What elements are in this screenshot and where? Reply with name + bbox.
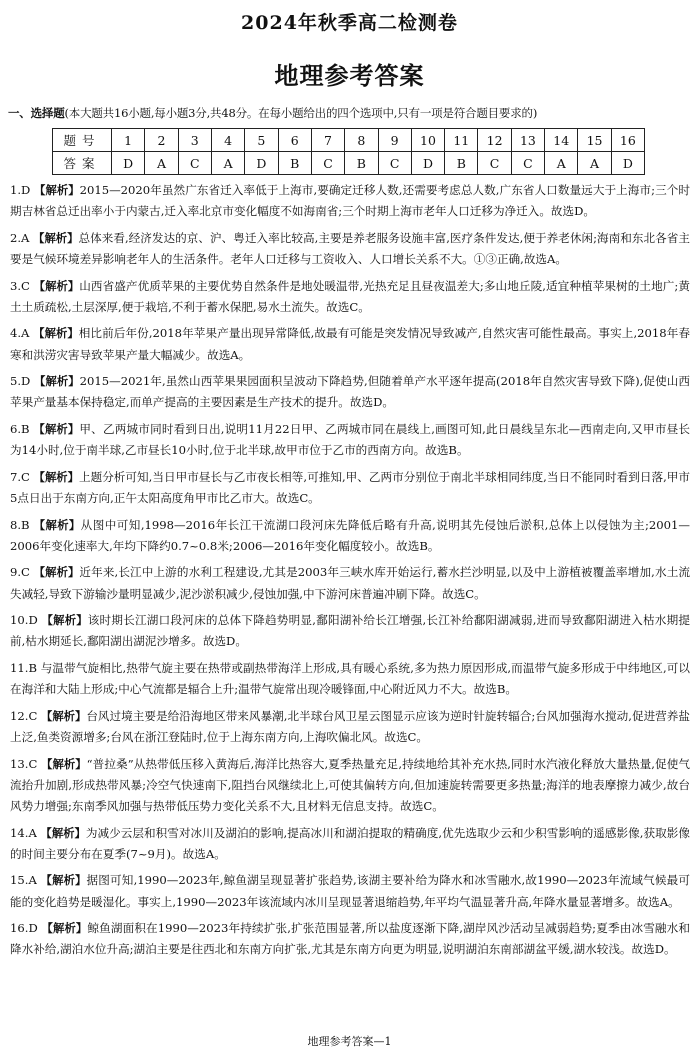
- item-text: 山西省盛产优质苹果的主要优势自然条件是地处暖温带,光热充足且昼夜温差大;多山地丘陵,适宜种植苹果树的土地广;黄土土质疏松,土层深厚,便于栽培,不利于蓄水保肥,易水土流失。故选C。: [10, 278, 690, 314]
- item-label: 10.D: [10, 613, 38, 628]
- item-label: 16.D: [10, 921, 38, 936]
- analysis-tag: 【解析】: [33, 327, 79, 341]
- answer-cell: C: [478, 152, 511, 175]
- item-text: 与温带气旋相比,热带气旋主要在热带或副热带海洋上形成,具有暖心系统,多为热力原因形成,而温带气旋多形成于中纬地区,可以在海洋和大陆上形成;中心气流都是辐合上升;温带气旋常出现冷暖锋面,中心附近风力不大。故选B。: [10, 660, 691, 697]
- analysis-tag: 【解析】: [33, 422, 80, 436]
- question-number: 1: [112, 129, 145, 152]
- item-text: 从图中可知,1998—2016年长江干流湖口段河床先降低后略有升高,说明其先侵蚀后淤积,总体上以侵蚀为主;2001—2006年变化速率大,年均下降约0.7~0.8米;2006—2016年变化幅度较小。故选B。: [10, 517, 690, 553]
- analysis-tag: 【解析】: [41, 922, 88, 936]
- answer-cell: C: [511, 152, 544, 175]
- item-label: 9.C: [10, 565, 30, 580]
- item-text: 鲸鱼湖面积在1990—2023年持续扩张,扩张范围显著,所以盐度逐渐下降,湖岸风沙活动呈减弱趋势;夏季由冰雪融水和降水补给,湖泊水位升高;湖泊主要是往西北和东南方向扩张,尤其是东南方向更为明显,说明湖泊东南部湖盆平缓,湖水较浅。故选D。: [10, 921, 691, 957]
- answer-cell: A: [578, 152, 611, 175]
- answer-row: [53, 152, 645, 175]
- item-text: 2015—2020年虽然广东省迁入率低于上海市,要确定迁移人数,还需要考虑总人数,广东省人口数量远大于上海市;三个时期吉林省总迁出率小于内蒙古,迁入率北京市变化幅度不如海南省;三个时期上海市老年人口迁移为净迁入。故选D。: [10, 183, 690, 219]
- question-number: 2: [145, 129, 178, 152]
- explanation-item: [10, 610, 690, 652]
- section-heading: [8, 105, 692, 121]
- explanation-item: [10, 371, 690, 413]
- question-number: 8: [345, 129, 378, 152]
- explanation-list: [10, 180, 690, 966]
- question-number: 10: [411, 129, 444, 152]
- explanation-item: [10, 419, 690, 461]
- item-label: 4.A: [10, 326, 30, 341]
- item-text: 上题分析可知,当日甲市昼长与乙市夜长相等,可推知,甲、乙两市分别位于南北半球相同纬度,当日不能同时看到日落,甲市5点日出于东南方向,正午太阳高度角甲市比乙市大。故选C。: [10, 469, 690, 505]
- item-text: 相比前后年份,2018年苹果产量出现异常降低,故最有可能是突发情况导致减产,自然灾害可能性最高。事实上,2018年春寒和洪涝灾害导致苹果产量大幅减少。故选A。: [10, 326, 690, 362]
- explanation-item: [10, 276, 690, 318]
- item-label: 1.D: [10, 183, 31, 197]
- answer-cell: D: [611, 152, 644, 175]
- explanation-item: [10, 228, 690, 270]
- analysis-tag: 【解析】: [33, 518, 81, 532]
- item-text: 甲、乙两城市同时看到日出,说明11月22日甲、乙两城市同在晨线上,画图可知,此日晨线呈东北—西南走向,又甲市昼长为14小时,位于南半球,乙市昼长10小时,位于北半球,故甲市位于乙市的西南方向。故选B。: [10, 421, 690, 458]
- analysis-tag: 【解析】: [34, 184, 80, 197]
- analysis-tag: 【解析】: [40, 826, 86, 840]
- answer-cell: D: [411, 152, 444, 175]
- explanation-item: [10, 870, 690, 912]
- explanation-item: [10, 658, 690, 700]
- row-label-answer: 答案: [53, 152, 112, 175]
- item-label: 7.C: [10, 469, 30, 484]
- item-text: 总体来看,经济发达的京、沪、粤迁入率比较高,主要是养老服务设施丰富,医疗条件发达,便于养老休闲;海南和东北各省主要是气候环境差异影响老年人的生活条件。老年人口迁移与工资收入、人口增长关系不大。①③正确,故选A。: [10, 230, 690, 266]
- answer-cell: C: [311, 152, 344, 175]
- question-number: 7: [311, 129, 344, 152]
- question-number: 6: [278, 129, 311, 152]
- item-label: 2.A: [10, 230, 30, 245]
- question-number: 4: [211, 129, 244, 152]
- analysis-tag: 【解析】: [40, 874, 87, 888]
- question-number: 5: [245, 129, 278, 152]
- answer-cell: B: [345, 152, 378, 175]
- item-label: 3.C: [10, 278, 30, 293]
- item-text: 2015—2021年,虽然山西苹果果园面积呈波动下降趋势,但随着单产水平逐年提高(2018年自然灾害导致下降),促使山西苹果产量基本保持稳定,而单产提高的主要因素是生产技术的提升。故选D。: [10, 374, 691, 410]
- question-number: 9: [378, 129, 411, 152]
- question-number: 12: [478, 129, 511, 152]
- explanation-item: [10, 467, 690, 509]
- answer-cell: A: [211, 152, 244, 175]
- answer-table: [52, 128, 645, 175]
- analysis-tag: 【解析】: [33, 279, 80, 293]
- question-number: 15: [578, 129, 611, 152]
- item-text: “普拉桑”从热带低压移入黄海后,海洋比热容大,夏季热量充足,持续地给其补充水热,同时水汽液化释放大量热量,促使气流抬升加剧,形成热带风暴;冷空气快速南下,阻挡台风继续北上,可使其偏转方向,但加速旋转需要更多热量;海洋的地表摩擦力减少,故台风势力增强;东南季风加强与热带低压势力变化关系不大,且材料无信息支持。故选C。: [10, 756, 690, 813]
- item-text: 台风过境主要是给沿海地区带来风暴潮,北半球台风卫星云图显示应该为逆时针旋转辐合;台风加强海水搅动,促进营养盐上泛,鱼类资源增多;台风在浙江登陆时,位于上海东南方向,上海吹偏北风。故选C。: [10, 708, 691, 744]
- exam-title: 2024年秋季高二检测卷: [241, 12, 458, 34]
- analysis-tag: 【解析】: [34, 375, 80, 389]
- answer-cell: A: [545, 152, 578, 175]
- explanation-item: [10, 823, 690, 865]
- row-label-number: 题号: [53, 129, 112, 152]
- analysis-tag: 【解析】: [33, 470, 79, 484]
- item-label: 6.B: [10, 421, 30, 436]
- item-label: 12.C: [10, 708, 38, 723]
- explanation-item: [10, 754, 690, 818]
- question-number: 14: [545, 129, 578, 152]
- question-number: 16: [611, 129, 644, 152]
- analysis-tag: 【解析】: [41, 757, 87, 771]
- answer-cell: B: [445, 152, 478, 175]
- explanation-item: [10, 562, 690, 604]
- item-label: 8.B: [10, 517, 30, 532]
- question-number: 3: [178, 129, 211, 152]
- analysis-tag: 【解析】: [41, 614, 88, 628]
- explanation-item: [10, 180, 690, 222]
- document-subtitle: 地理参考答案: [274, 62, 425, 90]
- question-number-row: [53, 129, 645, 152]
- analysis-tag: 【解析】: [33, 566, 80, 580]
- answer-cell: D: [245, 152, 278, 175]
- answer-cell: C: [378, 152, 411, 175]
- explanation-item: [10, 918, 690, 960]
- item-label: 13.C: [10, 756, 38, 771]
- item-text: 该时期长江湖口段河床的总体下降趋势明显,鄱阳湖补给长江增强,长江补给鄱阳湖减弱,进而导致鄱阳湖进入枯水期提前,枯水期延长,鄱阳湖出湖泥沙增多。故选D。: [10, 613, 690, 649]
- item-label: 5.D: [10, 374, 31, 389]
- answer-cell: D: [112, 152, 145, 175]
- answer-cell: A: [145, 152, 178, 175]
- explanation-item: [10, 706, 690, 748]
- answer-cell: C: [178, 152, 211, 175]
- item-text: 为减少云层和积雪对冰川及湖泊的影响,提高冰川和湖泊提取的精确度,优先选取少云和少积雪影响的遥感影像,获取影像的时间主要分布在夏季(7~9月)。故选A。: [10, 825, 691, 861]
- answer-cell: B: [278, 152, 311, 175]
- item-text: 据图可知,1990—2023年,鲸鱼湖呈现显著扩张趋势,该湖主要补给为降水和冰雪融水,故1990—2023年流域气候最可能的变化趋势是暖湿化。事实上,1990—2023年该流域内冰川呈现显著退缩趋势,年平均气温显著升高,年降水量显著增多。故选A。: [10, 873, 690, 909]
- explanation-item: [10, 515, 690, 557]
- question-number: 11: [445, 129, 478, 152]
- page-footer: 地理参考答案—1: [307, 1035, 392, 1048]
- item-label: 15.A: [10, 873, 37, 888]
- analysis-tag: 【解析】: [33, 231, 79, 245]
- question-number: 13: [511, 129, 544, 152]
- section-label: 一、选择题: [8, 106, 65, 120]
- item-text: 近年来,长江中上游的水利工程建设,尤其是2003年三峡水库开始运行,蓄水拦沙明显,以及中上游植被覆盖率增加,水土流失减轻,导致下游输沙量明显减少,泥沙淤积减少,侵蚀加强,中下游河床普遍冲刷下降。故选C。: [10, 565, 690, 601]
- analysis-tag: 【解析】: [41, 709, 87, 723]
- item-label: 11.B: [10, 660, 37, 675]
- section-instruction: (本大题共16小题,每小题3分,共48分。在每小题给出的四个选项中,只有一项是符合题目要求的): [64, 106, 538, 120]
- item-label: 14.A: [10, 825, 37, 840]
- explanation-item: [10, 323, 690, 365]
